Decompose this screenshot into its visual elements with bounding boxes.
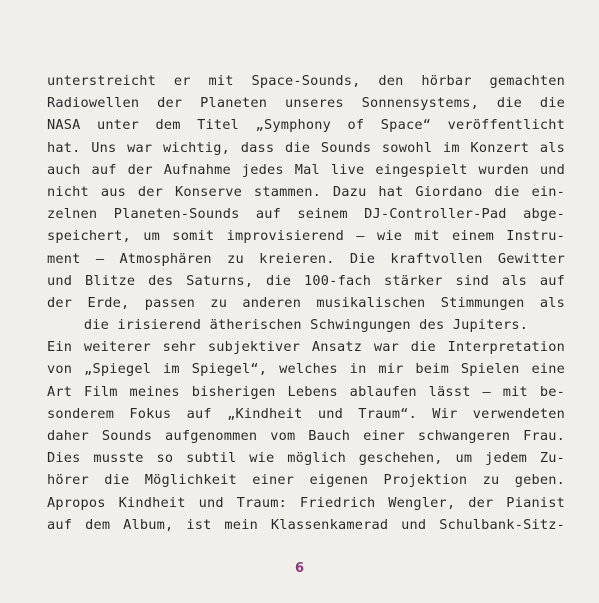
text-line: Radiowellen der Planeten unseres Sonnensystems, die die — [47, 95, 565, 112]
text-line: Apropos Kindheit und Traum: Friedrich Wengler, der Pianist — [47, 494, 565, 511]
text-line: unterstreicht er mit Space-Sounds, den hörbar gemachten — [47, 73, 565, 89]
text-line: ment – Atmosphären zu kreieren. Die kraftvollen Gewitter — [47, 250, 565, 267]
text-line: hörer die Möglichkeit einer eigenen Projektion zu geben. — [47, 472, 565, 489]
text-line: Dies musste so subtil wie möglich geschehen, um jedem Zu- — [47, 450, 565, 467]
text-line: und Blitze des Saturns, die 100-fach stärker sind als auf — [47, 272, 565, 289]
body-text — [47, 70, 565, 536]
text-line: Art Film meines bisherigen Lebens ablaufen lässt – mit be- — [47, 383, 565, 400]
text-line: der Erde, passen zu anderen musikalischen Stimmungen als — [47, 294, 565, 311]
text-line: die irisierend ätherischen Schwingungen des Jupiters. — [83, 317, 529, 334]
text-line: nicht aus der Konserve stammen. Dazu hat Giordano die ein- — [47, 183, 565, 200]
text-line: NASA unter dem Titel „Symphony of Space“ veröffentlicht — [47, 117, 565, 134]
text-line: sonderem Fokus auf „Kindheit und Traum“. Wir verwendeten — [47, 405, 565, 422]
text-line: speichert, um somit improvisierend – wie mit einem Instru- — [47, 228, 565, 245]
page-number: 6 — [294, 561, 305, 576]
text-line: daher Sounds aufgenommen vom Bauch einer schwangeren Frau. — [47, 428, 565, 444]
text-line: auf dem Album, ist mein Klassenkamerad und Schulbank-Sitz- — [47, 516, 565, 533]
text-line: Ein weiterer sehr subjektiver Ansatz war die Interpretation — [47, 339, 565, 356]
text-line: auch auf der Aufnahme jedes Mal live eingespielt wurden und — [47, 161, 565, 178]
text-line: hat. Uns war wichtig, dass die Sounds sowohl im Konzert als — [47, 139, 565, 156]
text-line: von „Spiegel im Spiegel“, welches in mir beim Spielen eine — [47, 361, 565, 378]
text-line: zelnen Planeten-Sounds auf seinem DJ-Controller-Pad abge- — [47, 206, 565, 223]
